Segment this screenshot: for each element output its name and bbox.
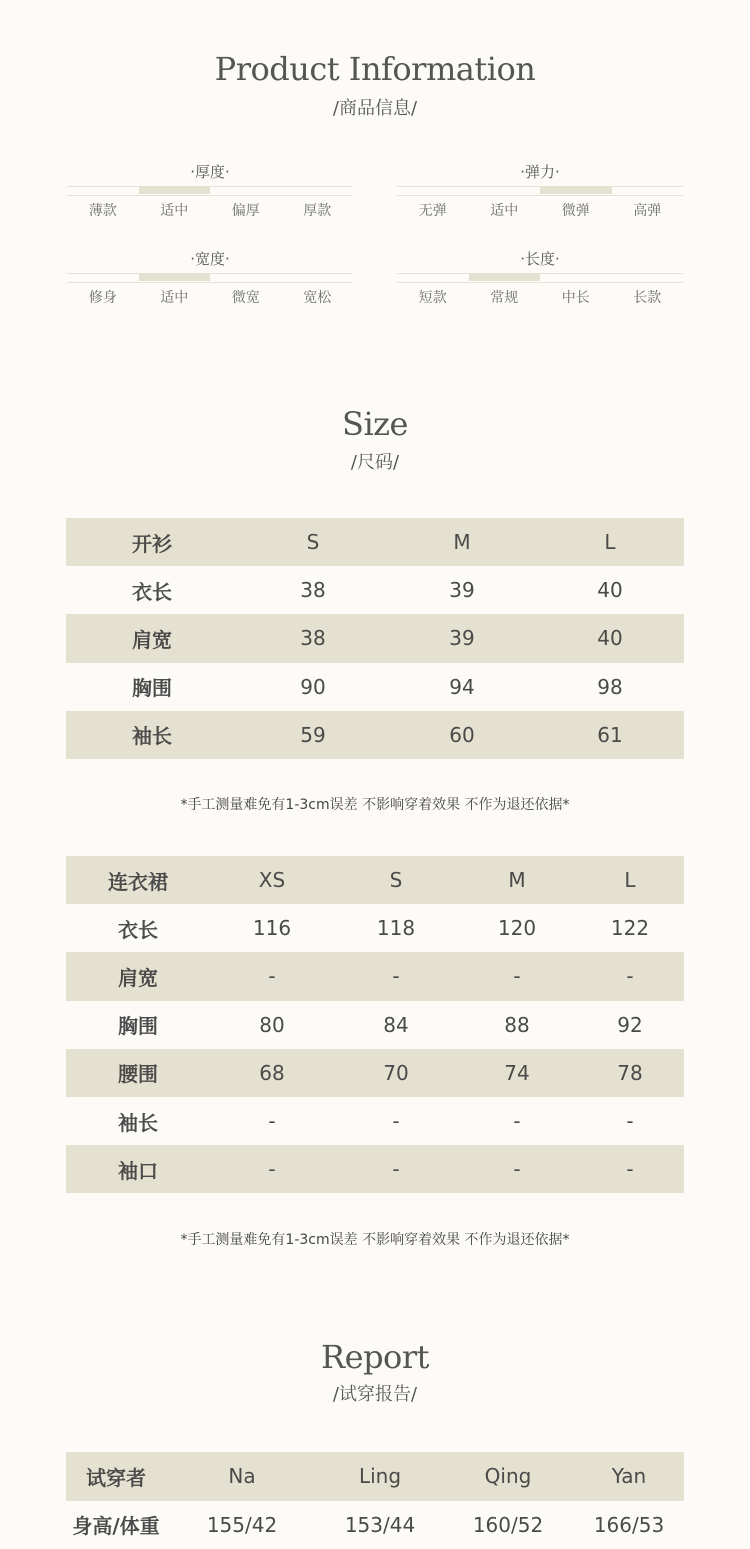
attribute-label: ·厚度· [67, 161, 353, 183]
table-header-cell: Yan [574, 1452, 684, 1501]
row-label: 身高/体重 [66, 1501, 166, 1549]
table-cell: 84 [334, 1001, 458, 1049]
table-row [66, 614, 684, 662]
table-cell: - [334, 952, 458, 1000]
attribute-length [397, 248, 683, 309]
table-cell: 40 [536, 614, 684, 662]
attribute-option: 修身 [67, 287, 139, 309]
table-cell: 116 [210, 904, 334, 952]
table-header-row [66, 856, 684, 904]
size-title: Size [0, 405, 750, 443]
table-header-row [66, 1452, 684, 1501]
table-header-cell: 开衫 [66, 518, 238, 566]
table-cell: - [210, 1097, 334, 1145]
table-cell: 160/52 [442, 1501, 574, 1549]
row-label: 衣长 [66, 904, 210, 952]
table-row [66, 711, 684, 759]
table-cell: 61 [536, 711, 684, 759]
table-header-cell: M [458, 856, 576, 904]
attribute-option: 微弹 [540, 200, 612, 222]
table-cell: - [458, 952, 576, 1000]
table-header-cell: M [388, 518, 536, 566]
row-label: 胸围 [66, 663, 238, 711]
table-cell: - [576, 1145, 684, 1193]
product-info-subtitle: /商品信息/ [0, 94, 750, 120]
table-header-cell: L [536, 518, 684, 566]
table-row [66, 663, 684, 711]
table-row [66, 1145, 684, 1193]
attribute-label: ·弹力· [397, 161, 683, 183]
attribute-option: 宽松 [282, 287, 354, 309]
attribute-option: 厚款 [282, 200, 354, 222]
table-header-cell: Na [166, 1452, 318, 1501]
attribute-scale-bar [397, 186, 683, 196]
table-row [66, 952, 684, 1000]
attribute-elasticity [397, 161, 683, 222]
table-cell: 94 [388, 663, 536, 711]
row-label: 腰围 [66, 1049, 210, 1097]
attribute-scale-marker [139, 186, 211, 194]
attribute-option: 适中 [469, 200, 541, 222]
measurement-note: *手工测量难免有1-3cm误差 不影响穿着效果 不作为退还依据* [0, 794, 750, 814]
attribute-option: 长款 [612, 287, 684, 309]
attribute-scale-bar [67, 273, 353, 283]
attribute-option: 偏厚 [210, 200, 282, 222]
measurement-note: *手工测量难免有1-3cm误差 不影响穿着效果 不作为退还依据* [0, 1229, 750, 1249]
row-label: 袖长 [66, 711, 238, 759]
product-info-title: Product Information [0, 50, 750, 88]
row-label: 袖长 [66, 1097, 210, 1145]
table-cell: - [334, 1097, 458, 1145]
row-label: 肩宽 [66, 614, 238, 662]
attribute-scale-marker [469, 273, 541, 281]
table-header-cell: Ling [318, 1452, 442, 1501]
table-cell: 98 [536, 663, 684, 711]
table-header-cell: S [238, 518, 388, 566]
table-header-row [66, 518, 684, 566]
attribute-option: 薄款 [67, 200, 139, 222]
table-cell: 78 [576, 1049, 684, 1097]
attribute-scale-bar [67, 186, 353, 196]
table-cell: 92 [576, 1001, 684, 1049]
table-cell: 40 [536, 566, 684, 614]
table-cell: 88 [458, 1001, 576, 1049]
table-header-cell: Qing [442, 1452, 574, 1501]
table-cell: 70 [334, 1049, 458, 1097]
table-cell: 90 [238, 663, 388, 711]
table-row [66, 904, 684, 952]
table-cell: - [576, 952, 684, 1000]
size-subtitle: /尺码/ [0, 448, 750, 474]
attribute-label: ·宽度· [67, 248, 353, 270]
table-cell: 39 [388, 566, 536, 614]
table-cell: 118 [334, 904, 458, 952]
attribute-option: 常规 [469, 287, 541, 309]
table-cell: - [458, 1145, 576, 1193]
table-cell: - [334, 1145, 458, 1193]
report-subtitle: /试穿报告/ [0, 1380, 750, 1406]
attribute-scale-marker [540, 186, 612, 194]
table-cell: - [210, 1145, 334, 1193]
table-cell: - [458, 1097, 576, 1145]
row-label: 袖口 [66, 1145, 210, 1193]
table-cell: 38 [238, 566, 388, 614]
table-cell: 155/42 [166, 1501, 318, 1549]
report-title: Report [0, 1338, 750, 1376]
row-label: 肩宽 [66, 952, 210, 1000]
table-cell: 80 [210, 1001, 334, 1049]
attribute-option: 微宽 [210, 287, 282, 309]
table-row [66, 1097, 684, 1145]
table-cell: 120 [458, 904, 576, 952]
attribute-option: 适中 [139, 287, 211, 309]
table-header-cell: 连衣裙 [66, 856, 210, 904]
table-row [66, 1049, 684, 1097]
attribute-option: 适中 [139, 200, 211, 222]
table-cell: 153/44 [318, 1501, 442, 1549]
table-cell: - [210, 952, 334, 1000]
table-cell: 74 [458, 1049, 576, 1097]
table-header-cell: L [576, 856, 684, 904]
table-cell: 68 [210, 1049, 334, 1097]
attribute-scale-marker [139, 273, 211, 281]
attribute-label: ·长度· [397, 248, 683, 270]
attribute-option: 高弹 [612, 200, 684, 222]
dress-size-table [66, 856, 684, 1193]
table-cell: - [576, 1097, 684, 1145]
attribute-thickness [67, 161, 353, 222]
attribute-option: 短款 [397, 287, 469, 309]
table-row [66, 566, 684, 614]
table-cell: 166/53 [574, 1501, 684, 1549]
cardigan-size-table [66, 518, 684, 759]
attribute-option: 中长 [540, 287, 612, 309]
attribute-option: 无弹 [397, 200, 469, 222]
table-row [66, 1501, 684, 1549]
table-cell: 38 [238, 614, 388, 662]
attribute-scale-bar [397, 273, 683, 283]
table-cell: 39 [388, 614, 536, 662]
table-cell: 59 [238, 711, 388, 759]
table-cell: 60 [388, 711, 536, 759]
table-header-cell: 试穿者 [66, 1452, 166, 1501]
attribute-width [67, 248, 353, 309]
table-row [66, 1001, 684, 1049]
table-cell: 122 [576, 904, 684, 952]
row-label: 衣长 [66, 566, 238, 614]
report-table [66, 1452, 684, 1549]
row-label: 胸围 [66, 1001, 210, 1049]
table-header-cell: S [334, 856, 458, 904]
table-header-cell: XS [210, 856, 334, 904]
